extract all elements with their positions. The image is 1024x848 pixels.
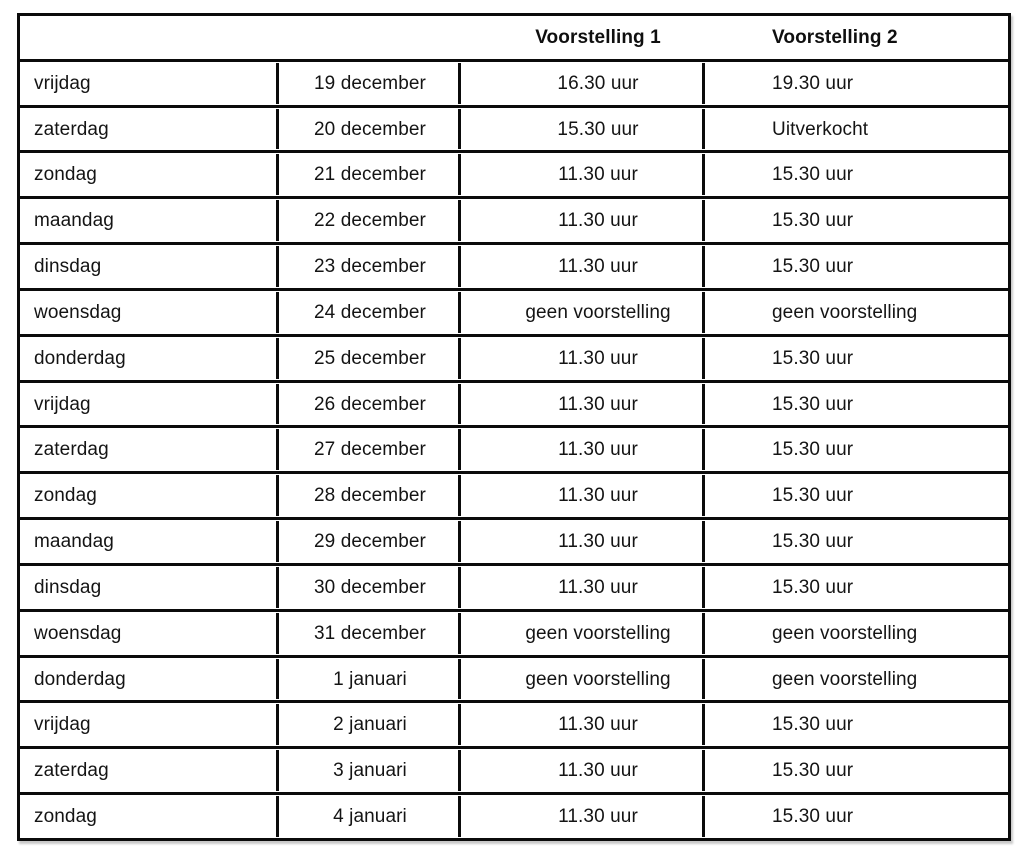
date-cell: 31 december [313,622,426,644]
column-divider [458,63,461,104]
show2-cell: 15.30 uur [772,576,854,598]
column-divider [276,246,279,287]
header-date-empty [279,16,461,59]
column-divider [702,429,705,470]
day-cell: maandag [34,531,114,553]
column-divider [458,521,461,562]
column-divider [458,338,461,379]
day-cell: zaterdag [34,760,109,782]
day-cell: vrijdag [34,393,91,415]
date-cell: 1 januari [333,668,407,690]
day-cell: zondag [34,164,97,186]
day-cell: maandag [34,210,114,232]
table-row [20,291,1008,337]
show1-cell: 11.30 uur [558,485,638,507]
column-divider [276,750,279,791]
header-day-empty [20,16,279,59]
column-divider [276,475,279,516]
table-row [20,337,1008,383]
column-divider [702,613,705,654]
date-cell: 21 december [313,164,426,186]
date-cell: 22 december [313,210,426,232]
column-divider [458,246,461,287]
column-divider [276,154,279,195]
show2-cell: 15.30 uur [772,714,854,736]
column-divider [276,429,279,470]
column-divider [276,567,279,608]
day-cell: vrijdag [34,714,91,736]
column-divider [458,567,461,608]
day-cell: dinsdag [34,256,102,278]
table-row [20,474,1008,520]
day-cell: dinsdag [34,576,102,598]
day-cell: vrijdag [34,72,91,94]
column-divider [276,796,279,837]
show1-cell: 11.30 uur [558,347,638,369]
column-divider [276,200,279,241]
show2-cell: 15.30 uur [772,760,854,782]
column-divider [458,475,461,516]
day-cell: donderdag [34,668,126,690]
table-row [20,520,1008,566]
show2-cell: 15.30 uur [772,439,854,461]
column-divider [458,429,461,470]
column-divider [702,154,705,195]
column-divider [702,659,705,700]
column-divider [276,613,279,654]
show1-cell: 15.30 uur [557,118,639,140]
column-divider [276,338,279,379]
show2-cell: 15.30 uur [772,256,854,278]
column-divider [702,63,705,104]
column-divider [702,384,705,425]
date-cell: 28 december [313,485,426,507]
show1-cell: 11.30 uur [558,256,638,278]
column-divider [702,796,705,837]
table-row [20,199,1008,245]
date-cell: 20 december [313,118,426,140]
header-voorstelling-1: Voorstelling 1 [535,26,661,48]
table-row [20,383,1008,429]
column-divider [702,338,705,379]
column-divider [458,704,461,745]
day-cell: zondag [34,485,97,507]
day-cell: donderdag [34,347,126,369]
show2-cell: 15.30 uur [772,210,854,232]
column-divider [458,613,461,654]
show2-cell: 15.30 uur [772,805,854,827]
column-divider [702,109,705,150]
column-divider [276,63,279,104]
table-row [20,153,1008,199]
table-row [20,703,1008,749]
date-cell: 23 december [313,256,426,278]
table-row [20,62,1008,108]
show2-cell: 15.30 uur [772,347,854,369]
column-divider [702,521,705,562]
column-divider [458,796,461,837]
day-cell: zaterdag [34,118,109,140]
header-voorstelling-2: Voorstelling 2 [772,26,898,48]
column-divider [458,292,461,333]
table-row [20,612,1008,658]
show1-cell: 11.30 uur [558,210,638,232]
column-divider [458,200,461,241]
table-header-row [20,16,1008,62]
show1-cell: 11.30 uur [558,805,638,827]
show2-cell: 15.30 uur [772,531,854,553]
show1-cell: 11.30 uur [558,439,638,461]
show1-cell: 11.30 uur [558,760,638,782]
day-cell: zaterdag [34,439,109,461]
column-divider [276,704,279,745]
column-divider [458,659,461,700]
column-divider [702,567,705,608]
show1-cell: 11.30 uur [558,393,638,415]
column-divider [702,200,705,241]
show1-cell: geen voorstelling [525,301,671,323]
column-divider [276,109,279,150]
date-cell: 2 januari [333,714,407,736]
column-divider [276,292,279,333]
column-divider [458,109,461,150]
show1-cell: 11.30 uur [558,164,638,186]
schedule-table [17,13,1011,841]
date-cell: 30 december [313,576,426,598]
column-divider [458,384,461,425]
show1-cell: 16.30 uur [557,72,639,94]
column-divider [458,154,461,195]
show2-cell: geen voorstelling [772,668,918,690]
column-divider [702,475,705,516]
column-divider [458,750,461,791]
table-row [20,108,1008,154]
date-cell: 4 januari [333,805,407,827]
date-cell: 25 december [313,347,426,369]
column-divider [276,521,279,562]
show1-cell: geen voorstelling [525,668,671,690]
table-row [20,795,1008,838]
show2-cell: 15.30 uur [772,393,854,415]
show2-cell: 15.30 uur [772,164,854,186]
column-divider [702,292,705,333]
table-row [20,428,1008,474]
show2-cell: 15.30 uur [772,485,854,507]
show2-cell: geen voorstelling [772,301,918,323]
table-row [20,566,1008,612]
show2-cell: geen voorstelling [772,622,918,644]
date-cell: 27 december [313,439,426,461]
show1-cell: 11.30 uur [558,531,638,553]
date-cell: 29 december [313,531,426,553]
show2-cell: 19.30 uur [772,72,854,94]
column-divider [702,750,705,791]
day-cell: zondag [34,805,97,827]
show2-cell: Uitverkocht [772,118,869,140]
day-cell: woensdag [34,301,122,323]
table-row [20,749,1008,795]
table-row [20,658,1008,704]
day-cell: woensdag [34,622,122,644]
date-cell: 26 december [313,393,426,415]
date-cell: 19 december [313,72,426,94]
date-cell: 3 januari [333,760,407,782]
column-divider [702,246,705,287]
table-row [20,245,1008,291]
column-divider [702,704,705,745]
show1-cell: 11.30 uur [558,714,638,736]
column-divider [276,384,279,425]
show1-cell: 11.30 uur [558,576,638,598]
date-cell: 24 december [313,301,426,323]
column-divider [276,659,279,700]
show1-cell: geen voorstelling [525,622,671,644]
